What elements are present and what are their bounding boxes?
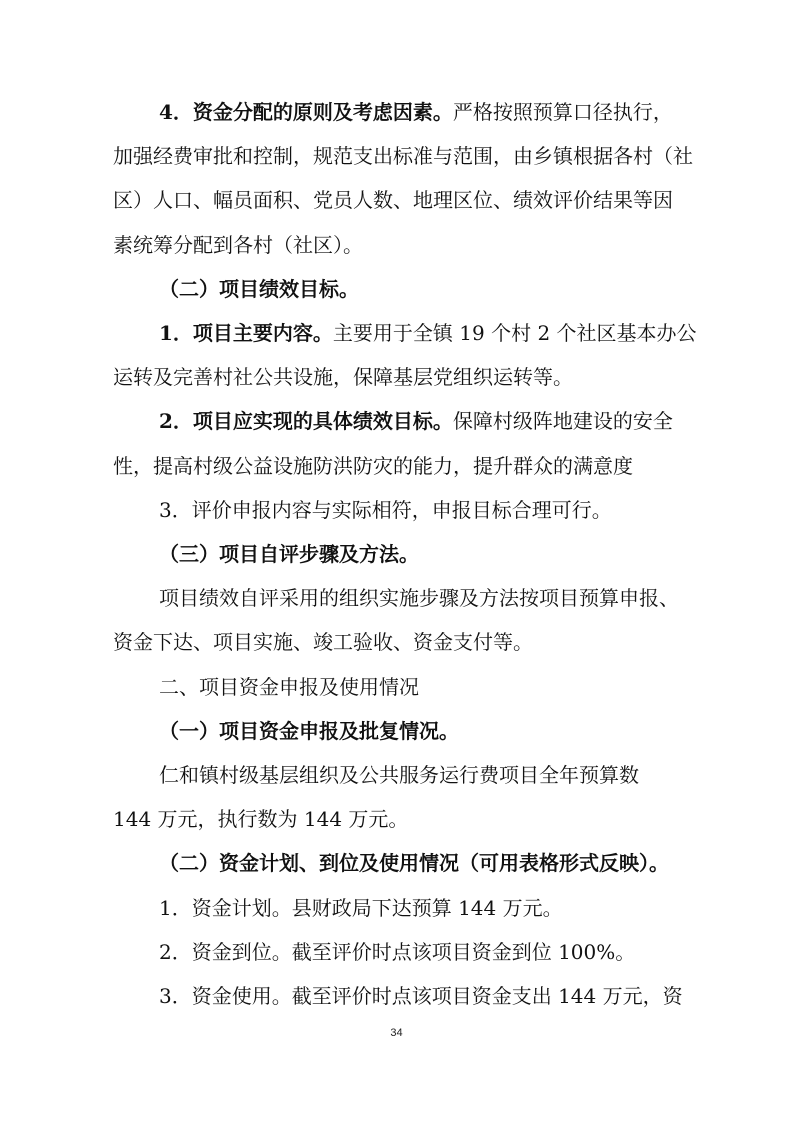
section-heading: [159, 849, 793, 877]
bold-heading: 1．项目主要内容。: [159, 321, 333, 345]
bold-heading: 2．项目应实现的具体绩效目标。: [159, 409, 453, 433]
page-number: 34: [390, 1027, 403, 1039]
body-text: 二、项目资金申报及使用情况: [159, 675, 419, 699]
paragraph-line: [159, 982, 793, 1010]
bold-heading: （二）资金计划、到位及使用情况（可用表格形式反映）。: [159, 851, 669, 875]
body-text: 144 万元，执行数为 144 万元。: [113, 807, 409, 831]
paragraph-line: [113, 628, 793, 656]
body-text: 3．评价申报内容与实际相符，申报目标合理可行。: [159, 498, 612, 522]
section-heading: [159, 275, 793, 303]
paragraph-line: [159, 894, 793, 922]
bold-heading: （二）项目绩效目标。: [159, 277, 359, 301]
paragraph-line: [113, 186, 793, 214]
body-text: 保障村级阵地建设的安全: [452, 409, 673, 433]
body-text: 1．资金计划。县财政局下达预算 144 万元。: [159, 896, 563, 920]
paragraph-line: [113, 805, 793, 833]
chapter-heading: [159, 673, 793, 701]
body-text: 性，提高村级公益设施防洪防灾的能力，提升群众的满意度: [113, 454, 633, 478]
body-text: 运转及完善村社公共设施，保障基层党组织运转等。: [113, 365, 573, 389]
paragraph-line: [159, 584, 793, 612]
body-text: 2．资金到位。截至评价时点该项目资金到位 100%。: [159, 940, 636, 964]
bold-heading: 4．资金分配的原则及考虑因素。: [159, 100, 453, 124]
paragraph-line: [113, 142, 793, 170]
section-heading: [159, 717, 793, 745]
paragraph-line: [159, 319, 793, 347]
bold-heading: （一）项目资金申报及批复情况。: [159, 719, 459, 743]
paragraph-line: [113, 231, 793, 259]
paragraph-line: [159, 98, 793, 126]
body-text: 加强经费审批和控制，规范支出标准与范围，由乡镇根据各村（社: [113, 144, 693, 168]
body-text: 主要用于全镇 19 个村 2 个社区基本办公: [332, 321, 697, 345]
bold-heading: （三）项目自评步骤及方法。: [159, 542, 419, 566]
body-text: 区）人口、幅员面积、党员人数、地理区位、绩效评价结果等因: [113, 188, 673, 212]
body-text: 项目绩效自评采用的组织实施步骤及方法按项目预算申报、: [159, 586, 679, 610]
section-heading: [159, 540, 793, 568]
paragraph-line: [159, 496, 793, 524]
paragraph-line: [159, 938, 793, 966]
paragraph-line: [113, 363, 793, 391]
paragraph-line: [113, 452, 793, 480]
body-text: 素统筹分配到各村（社区）。: [113, 233, 363, 257]
body-text: 仁和镇村级基层组织及公共服务运行费项目全年预算数: [159, 763, 639, 787]
body-text: 3．资金使用。截至评价时点该项目资金支出 144 万元，资: [159, 984, 683, 1008]
paragraph-line: [159, 761, 793, 789]
body-text: 严格按照预算口径执行，: [452, 100, 673, 124]
body-text: 资金下达、项目实施、竣工验收、资金支付等。: [113, 630, 533, 654]
paragraph-line: [159, 407, 793, 435]
